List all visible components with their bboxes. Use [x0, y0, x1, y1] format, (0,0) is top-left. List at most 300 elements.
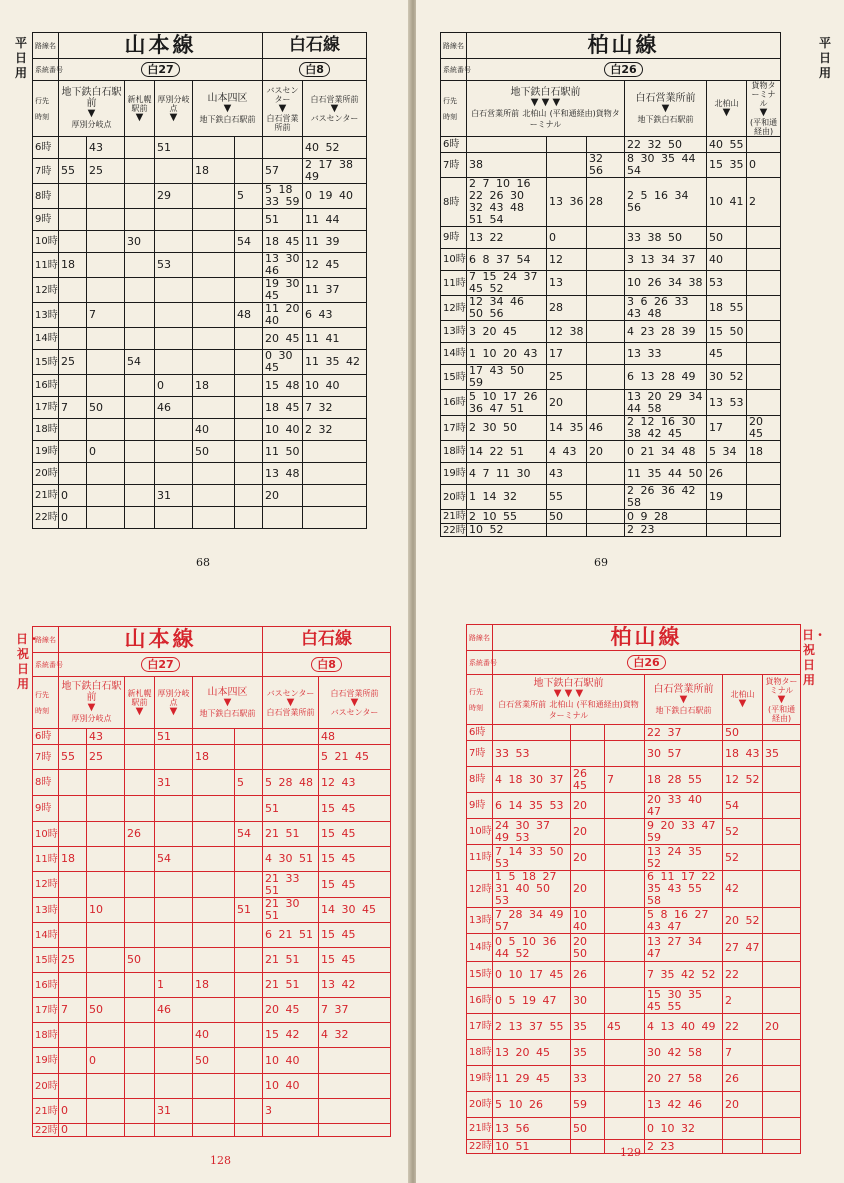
departure-minutes	[125, 303, 155, 328]
departure-minutes	[193, 184, 235, 209]
departure-minutes: 2 5 16 34 56	[625, 178, 707, 227]
departure-minutes	[303, 507, 367, 529]
route-name-label: 路線名	[33, 33, 59, 59]
departure-minutes: 18	[747, 441, 781, 463]
departure-minutes: 18	[193, 159, 235, 184]
departure-minutes	[547, 524, 587, 537]
hour-row	[33, 137, 367, 159]
departure-minutes	[763, 767, 801, 793]
departure-minutes: 4 7 11 30	[467, 463, 547, 485]
departure-minutes: 50	[193, 1048, 235, 1074]
departure-minutes: 12 34 46 50 56	[467, 296, 547, 321]
departure-minutes	[235, 1074, 263, 1099]
departure-minutes: 40 52	[303, 137, 367, 159]
hour-label: 7時	[33, 745, 59, 770]
departure-minutes	[587, 463, 625, 485]
departure-minutes	[87, 822, 125, 847]
hour-row	[467, 741, 801, 767]
departure-minutes	[605, 741, 645, 767]
departure-minutes: 11 20 40	[263, 303, 303, 328]
departure-minutes	[587, 271, 625, 296]
hour-row	[33, 463, 367, 485]
departure-minutes: 13 20 29 34 44 58	[625, 390, 707, 416]
departure-minutes: 54	[235, 822, 263, 847]
departure-minutes: 0 19 40	[303, 184, 367, 209]
departure-minutes	[155, 209, 193, 231]
page-129	[416, 588, 844, 1183]
departure-minutes	[59, 137, 87, 159]
departure-minutes: 2 26 36 42 58	[625, 485, 707, 510]
departure-minutes: 20 33 40 47	[645, 793, 723, 819]
departure-minutes: 2	[723, 988, 763, 1014]
departure-minutes	[87, 184, 125, 209]
hour-label: 7時	[33, 159, 59, 184]
departure-minutes	[125, 328, 155, 350]
departure-minutes	[235, 278, 263, 303]
hour-row	[33, 375, 367, 397]
departure-minutes	[125, 137, 155, 159]
route-badge-shiro26: 白26	[627, 655, 665, 670]
departure-minutes	[303, 485, 367, 507]
hour-row	[33, 1074, 391, 1099]
departure-minutes	[87, 253, 125, 278]
departure-minutes: 50	[125, 948, 155, 973]
departure-minutes: 11 35 44 50	[625, 463, 707, 485]
departure-minutes	[587, 524, 625, 537]
departure-minutes	[723, 1140, 763, 1154]
hour-row	[33, 1099, 391, 1124]
weekday-side-label-right: 平日用	[818, 36, 831, 80]
departure-minutes: 11 35 42	[303, 350, 367, 375]
departure-minutes: 21 33 51	[263, 872, 319, 898]
hour-row	[33, 397, 367, 419]
departure-minutes: 51	[155, 137, 193, 159]
departure-minutes	[87, 847, 125, 872]
departure-minutes: 11 41	[303, 328, 367, 350]
departure-minutes: 19	[707, 485, 747, 510]
hour-row	[33, 184, 367, 209]
departure-minutes	[763, 1140, 801, 1154]
down-arrow-icon: ▼ ▼ ▼	[530, 97, 561, 108]
hour-row	[441, 463, 781, 485]
departure-minutes: 7	[59, 998, 87, 1023]
departure-minutes: 7	[87, 303, 125, 328]
departure-minutes	[155, 419, 193, 441]
down-arrow-icon: ▼	[286, 696, 295, 708]
hour-label: 9時	[467, 793, 493, 819]
departure-minutes	[193, 507, 235, 529]
dest-label: 行先	[443, 96, 457, 105]
departure-minutes	[763, 962, 801, 988]
departure-minutes: 6 8 37 54	[467, 249, 547, 271]
time-label: 時刻	[35, 112, 49, 121]
departure-minutes: 18 55	[707, 296, 747, 321]
down-arrow-icon: ▼	[679, 693, 688, 705]
hour-label: 11時	[33, 847, 59, 872]
departure-minutes	[547, 153, 587, 178]
departure-minutes: 25	[87, 745, 125, 770]
hour-label: 21時	[467, 1118, 493, 1140]
departure-minutes: 15 30 35 45 55	[645, 988, 723, 1014]
departure-minutes	[87, 948, 125, 973]
departure-minutes: 26	[707, 463, 747, 485]
departure-minutes: 10 40	[303, 375, 367, 397]
head-dest-1: 地下鉄白石駅前 ▼ 厚別分岐点	[59, 677, 125, 729]
departure-minutes: 6 21 51	[263, 923, 319, 948]
departure-minutes: 33 53	[493, 741, 571, 767]
departure-minutes: 12	[547, 249, 587, 271]
departure-minutes	[547, 137, 587, 153]
departure-minutes: 20	[571, 793, 605, 819]
departure-minutes	[235, 375, 263, 397]
departure-minutes: 11 50	[263, 441, 303, 463]
departure-minutes: 12 52	[723, 767, 763, 793]
departure-minutes	[125, 1023, 155, 1048]
departure-minutes: 13 22	[467, 227, 547, 249]
head-dest-office: 白石営業所前 ▼ 地下鉄白石駅前	[645, 675, 723, 725]
departure-minutes: 3	[263, 1099, 319, 1124]
hour-label: 19時	[441, 463, 467, 485]
hour-label: 9時	[33, 796, 59, 822]
departure-minutes: 15 45	[319, 796, 391, 822]
hour-label: 6時	[467, 725, 493, 741]
departure-minutes: 40	[707, 249, 747, 271]
down-arrow-icon: ▼	[223, 696, 232, 708]
departure-minutes	[125, 397, 155, 419]
departure-minutes: 54	[125, 350, 155, 375]
hour-label: 21時	[441, 510, 467, 524]
hour-row	[33, 847, 391, 872]
departure-minutes: 54	[155, 847, 193, 872]
departure-minutes	[235, 209, 263, 231]
hour-label: 6時	[33, 137, 59, 159]
departure-minutes	[87, 1023, 125, 1048]
departure-minutes: 48	[319, 729, 391, 745]
hour-row	[33, 745, 391, 770]
departure-minutes	[87, 375, 125, 397]
hour-label: 13時	[467, 908, 493, 934]
departure-minutes	[747, 249, 781, 271]
departure-minutes: 6 13 28 49	[625, 365, 707, 390]
departure-minutes	[155, 463, 193, 485]
departure-minutes	[59, 231, 87, 253]
head-dest-subway: 地下鉄白石駅前 ▼ ▼ ▼ 白石営業所前 北柏山 (平和通経由)貨物ターミナル	[467, 81, 625, 137]
hour-label: 12時	[467, 871, 493, 908]
departure-minutes: 13 53	[707, 390, 747, 416]
departure-minutes: 20	[587, 441, 625, 463]
departure-minutes: 21 51	[263, 948, 319, 973]
departure-minutes: 6 11 17 22 35 43 55 58	[645, 871, 723, 908]
departure-minutes: 7	[723, 1040, 763, 1066]
hour-label: 18時	[441, 441, 467, 463]
departure-minutes: 10 40	[263, 1048, 319, 1074]
departure-minutes	[59, 872, 87, 898]
head-dest-office: 白石営業所前 ▼ 地下鉄白石駅前	[625, 81, 707, 137]
hour-row	[441, 137, 781, 153]
departure-minutes: 11 37	[303, 278, 367, 303]
down-arrow-icon: ▼	[87, 702, 96, 713]
departure-minutes	[763, 988, 801, 1014]
hour-label: 16時	[467, 988, 493, 1014]
departure-minutes	[193, 350, 235, 375]
hour-row	[441, 343, 781, 365]
departure-minutes	[193, 485, 235, 507]
holiday-side-label: 日・祝日用	[16, 632, 41, 691]
departure-minutes: 2 23	[645, 1140, 723, 1154]
departure-minutes	[747, 296, 781, 321]
departure-minutes: 21 51	[263, 973, 319, 998]
departure-minutes	[235, 948, 263, 973]
departure-minutes: 8 30 35 44 54	[625, 153, 707, 178]
hour-label: 18時	[33, 1023, 59, 1048]
departure-minutes: 12 45	[303, 253, 367, 278]
departure-minutes	[263, 745, 319, 770]
down-arrow-icon: ▼ ▼ ▼	[553, 688, 584, 699]
departure-minutes: 26	[723, 1066, 763, 1092]
departure-minutes: 53	[707, 271, 747, 296]
head-dest-6: 白石営業所前 ▼ バスセンター	[319, 677, 391, 729]
hour-row	[441, 296, 781, 321]
departure-minutes	[87, 485, 125, 507]
departure-minutes	[193, 231, 235, 253]
departure-minutes: 35	[571, 1014, 605, 1040]
hour-label: 12時	[33, 872, 59, 898]
departure-minutes: 2 30 50	[467, 416, 547, 441]
departure-minutes	[125, 923, 155, 948]
departure-minutes	[59, 303, 87, 328]
departure-minutes	[59, 1048, 87, 1074]
departure-minutes	[125, 184, 155, 209]
hour-row	[467, 908, 801, 934]
departure-minutes: 2 32	[303, 419, 367, 441]
departure-minutes: 0	[59, 1124, 87, 1137]
head-dest-subway: 地下鉄白石駅前 ▼ ▼ ▼ 白石営業所前 北柏山 (平和通経由)貨物ターミナル	[493, 675, 645, 725]
route-no-label: 系統番号	[467, 651, 493, 675]
departure-minutes	[587, 296, 625, 321]
down-arrow-icon: ▼	[169, 705, 178, 717]
departure-minutes: 20 52	[723, 908, 763, 934]
route-badge-shiro27: 白27	[141, 657, 179, 672]
hour-row	[33, 998, 391, 1023]
departure-minutes: 7	[59, 397, 87, 419]
departure-minutes: 22 37	[645, 725, 723, 741]
hour-label: 14時	[33, 923, 59, 948]
departure-minutes: 20	[763, 1014, 801, 1040]
hour-label: 22時	[33, 507, 59, 529]
departure-minutes: 0 5 10 36 44 52	[493, 934, 571, 962]
departure-minutes	[587, 485, 625, 510]
hour-label: 22時	[467, 1140, 493, 1154]
departure-minutes: 15 48	[263, 375, 303, 397]
departure-minutes: 5 10 17 26 36 47 51	[467, 390, 547, 416]
departure-minutes: 0	[59, 1099, 87, 1124]
hour-row	[441, 249, 781, 271]
departure-minutes: 0 10 17 45	[493, 962, 571, 988]
departure-minutes: 2 7 10 16 22 26 30 32 43 48 51 54	[467, 178, 547, 227]
departure-minutes: 4 13 40 49	[645, 1014, 723, 1040]
departure-minutes	[87, 328, 125, 350]
departure-minutes	[319, 1099, 391, 1124]
departure-minutes	[605, 908, 645, 934]
departure-minutes: 52	[723, 845, 763, 871]
departure-minutes	[587, 249, 625, 271]
departure-minutes: 50	[87, 397, 125, 419]
departure-minutes	[587, 365, 625, 390]
route-name-label: 路線名	[467, 625, 493, 651]
departure-minutes	[763, 1092, 801, 1118]
yamamoto-shiroishi-holiday-table	[32, 626, 391, 1137]
departure-minutes	[87, 278, 125, 303]
departure-minutes	[87, 1099, 125, 1124]
holiday-side-label-right: 日・祝日用	[802, 628, 827, 687]
departure-minutes	[235, 729, 263, 745]
departure-minutes	[605, 819, 645, 845]
departure-minutes	[125, 770, 155, 796]
hour-label: 8時	[467, 767, 493, 793]
departure-minutes: 13 20 45	[493, 1040, 571, 1066]
page-number: 68	[196, 556, 210, 569]
departure-minutes: 0	[547, 227, 587, 249]
kashiwayama-holiday-table	[466, 624, 801, 1154]
route-badge-shiro8: 白8	[311, 657, 342, 672]
time-label: 時刻	[35, 706, 49, 715]
hour-label: 14時	[33, 328, 59, 350]
departure-minutes	[125, 209, 155, 231]
page-69	[416, 0, 844, 588]
departure-minutes: 12 43	[319, 770, 391, 796]
hour-row	[441, 416, 781, 441]
departure-minutes: 18 43	[723, 741, 763, 767]
departure-minutes: 59	[571, 1092, 605, 1118]
departure-minutes	[235, 328, 263, 350]
departure-minutes	[763, 1040, 801, 1066]
departure-minutes: 15 50	[707, 321, 747, 343]
departure-minutes: 10 41	[707, 178, 747, 227]
departure-minutes: 30 57	[645, 741, 723, 767]
departure-minutes	[155, 1048, 193, 1074]
hour-label: 13時	[33, 303, 59, 328]
departure-minutes	[87, 350, 125, 375]
departure-minutes: 11 44	[303, 209, 367, 231]
hour-row	[441, 441, 781, 463]
departure-minutes	[235, 923, 263, 948]
departure-minutes: 18 45	[263, 397, 303, 419]
head-dest-3: 厚別分岐点 ▼	[155, 677, 193, 729]
departure-minutes: 1 10 20 43	[467, 343, 547, 365]
kashiwayama-weekday-table	[440, 32, 781, 537]
departure-minutes: 51	[263, 796, 319, 822]
departure-minutes: 46	[155, 998, 193, 1023]
departure-minutes	[747, 365, 781, 390]
departure-minutes	[155, 231, 193, 253]
departure-minutes: 50	[547, 510, 587, 524]
departure-minutes: 14 35	[547, 416, 587, 441]
hour-row	[33, 159, 367, 184]
departure-minutes	[59, 729, 87, 745]
departure-minutes: 10 52	[467, 524, 547, 537]
departure-minutes: 2 17 38 49	[303, 159, 367, 184]
departure-minutes	[605, 1040, 645, 1066]
departure-minutes	[193, 303, 235, 328]
departure-minutes: 11 39	[303, 231, 367, 253]
hour-row	[441, 153, 781, 178]
departure-minutes	[605, 934, 645, 962]
hour-row	[467, 934, 801, 962]
departure-minutes	[59, 328, 87, 350]
hour-row	[441, 485, 781, 510]
departure-minutes: 30 52	[707, 365, 747, 390]
hour-label: 9時	[33, 209, 59, 231]
departure-minutes	[125, 463, 155, 485]
departure-minutes	[605, 845, 645, 871]
hour-label: 12時	[441, 296, 467, 321]
hour-label: 9時	[441, 227, 467, 249]
departure-minutes: 22	[723, 1014, 763, 1040]
departure-minutes: 55	[547, 485, 587, 510]
departure-minutes	[587, 137, 625, 153]
departure-minutes: 26	[125, 822, 155, 847]
departure-minutes: 5 34	[707, 441, 747, 463]
departure-minutes	[125, 796, 155, 822]
hour-label: 12時	[33, 278, 59, 303]
departure-minutes: 27 47	[723, 934, 763, 962]
departure-minutes	[125, 998, 155, 1023]
departure-minutes	[87, 231, 125, 253]
hour-label: 17時	[467, 1014, 493, 1040]
departure-minutes	[155, 507, 193, 529]
departure-minutes	[87, 770, 125, 796]
departure-minutes: 18	[59, 253, 87, 278]
hour-row	[33, 770, 391, 796]
departure-minutes: 20	[547, 390, 587, 416]
dest-label: 行先	[35, 96, 49, 105]
departure-minutes: 20 45	[747, 416, 781, 441]
departure-minutes: 18 28 55	[645, 767, 723, 793]
departure-minutes	[235, 463, 263, 485]
departure-minutes	[125, 745, 155, 770]
departure-minutes	[747, 271, 781, 296]
departure-minutes: 13 36	[547, 178, 587, 227]
departure-minutes: 15 35	[707, 153, 747, 178]
hour-label: 10時	[441, 249, 467, 271]
departure-minutes: 20	[571, 871, 605, 908]
departure-minutes: 10 40	[263, 1074, 319, 1099]
down-arrow-icon: ▼	[330, 102, 339, 114]
departure-minutes	[59, 375, 87, 397]
departure-minutes: 7 28 34 49 57	[493, 908, 571, 934]
hour-row	[33, 1124, 391, 1137]
departure-minutes	[125, 898, 155, 923]
departure-minutes	[747, 485, 781, 510]
down-arrow-icon: ▼	[135, 111, 144, 123]
hour-row	[33, 898, 391, 923]
hour-row	[467, 845, 801, 871]
departure-minutes	[571, 725, 605, 741]
departure-minutes: 33 38 50	[625, 227, 707, 249]
dest-label: 行先	[35, 690, 49, 699]
route-name-label: 路線名	[33, 627, 59, 653]
hour-row	[33, 253, 367, 278]
departure-minutes	[605, 1092, 645, 1118]
departure-minutes	[193, 209, 235, 231]
down-arrow-icon: ▼	[223, 102, 232, 114]
departure-minutes	[605, 793, 645, 819]
route-name-label: 路線名	[441, 33, 467, 59]
departure-minutes: 13 42 46	[645, 1092, 723, 1118]
page-number: 129	[620, 1146, 641, 1159]
departure-minutes: 13 30 46	[263, 253, 303, 278]
departure-minutes: 15 45	[319, 872, 391, 898]
